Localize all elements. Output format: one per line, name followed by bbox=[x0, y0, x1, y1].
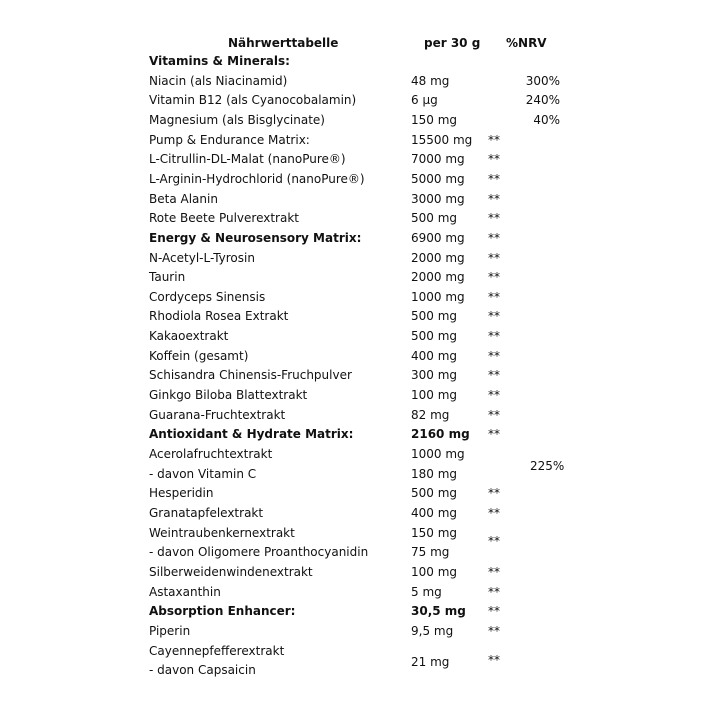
row-amount: 500 mg bbox=[411, 211, 458, 226]
row-name: L-Citrullin-DL-Malat (nanoPure®) bbox=[149, 152, 346, 167]
row-stars: ** bbox=[488, 171, 500, 186]
table-row bbox=[0, 169, 720, 189]
row-amount: 500 mg bbox=[411, 329, 458, 344]
table-row bbox=[0, 582, 720, 602]
row-name: Acerolafruchtextrakt bbox=[149, 447, 273, 461]
row-name: Magnesium (als Bisglycinate) bbox=[149, 112, 325, 127]
row-amount: 100 mg bbox=[411, 388, 458, 403]
row-amount: 180 mg bbox=[411, 466, 458, 481]
table-row bbox=[0, 326, 720, 346]
row-stars: ** bbox=[488, 289, 500, 304]
row-amount: 400 mg bbox=[411, 348, 458, 363]
row-amount: 300 mg bbox=[411, 368, 458, 383]
row-name: Cayennepfefferextrakt bbox=[149, 643, 285, 658]
row-stars: ** bbox=[488, 427, 500, 442]
row-stars: ** bbox=[488, 132, 500, 147]
row-amount: 75 mg bbox=[411, 545, 450, 560]
table-row bbox=[0, 562, 720, 582]
row-amount: 15500 mg bbox=[411, 132, 473, 147]
row-name: Vitamin B12 (als Cyanocobalamin) bbox=[149, 93, 357, 108]
table-row bbox=[0, 189, 720, 209]
row-nrv: 300% bbox=[525, 73, 560, 88]
row-name: Guarana-Fruchtextrakt bbox=[149, 407, 286, 422]
row-amount: 30,5 mg bbox=[411, 604, 466, 619]
table-row bbox=[0, 483, 720, 503]
table-row bbox=[0, 130, 720, 150]
header-amount: per 30 g bbox=[424, 36, 481, 50]
table-row bbox=[0, 444, 720, 464]
row-amount: 5000 mg bbox=[411, 171, 465, 186]
row-name: - davon Oligomere Proanthocyanidin bbox=[149, 545, 369, 560]
table-row bbox=[0, 464, 720, 484]
row-nrv: 240% bbox=[525, 93, 560, 108]
row-amount: 2000 mg bbox=[411, 270, 465, 285]
row-name: Piperin bbox=[149, 623, 191, 638]
row-stars: ** bbox=[488, 564, 500, 579]
table-row bbox=[0, 641, 720, 661]
row-stars: ** bbox=[488, 211, 500, 226]
row-amount: 3000 mg bbox=[411, 191, 465, 206]
row-name: Schisandra Chinensis-Fruchpulver bbox=[149, 368, 352, 383]
row-stars: ** bbox=[488, 230, 500, 245]
row-stars: ** bbox=[488, 623, 500, 638]
row-name: Vitamins & Minerals: bbox=[149, 54, 290, 68]
table-row bbox=[0, 424, 720, 444]
table-row bbox=[0, 601, 720, 621]
table-row bbox=[0, 248, 720, 268]
row-amount: 100 mg bbox=[411, 564, 458, 579]
row-name: - davon Capsaicin bbox=[149, 663, 256, 678]
row-amount: 6 µg bbox=[411, 93, 438, 108]
table-row bbox=[0, 267, 720, 287]
row-amount: 500 mg bbox=[411, 309, 458, 324]
row-name: N-Acetyl-L-Tyrosin bbox=[149, 250, 255, 265]
header-name: Nährwerttabelle bbox=[228, 36, 339, 50]
row-stars: ** bbox=[488, 348, 500, 363]
row-name: Taurin bbox=[149, 270, 186, 285]
table-row bbox=[0, 71, 720, 91]
table-row bbox=[0, 208, 720, 228]
row-amount: 150 mg bbox=[411, 112, 458, 127]
table-row bbox=[0, 365, 720, 385]
row-stars: ** bbox=[488, 191, 500, 206]
row-amount: 1000 mg bbox=[411, 289, 465, 304]
weintrauben-stars: ** bbox=[488, 534, 500, 548]
row-stars: ** bbox=[488, 604, 500, 619]
row-amount: 48 mg bbox=[411, 73, 450, 88]
row-nrv: 40% bbox=[533, 112, 560, 127]
row-name: L-Arginin-Hydrochlorid (nanoPure®) bbox=[149, 171, 365, 186]
row-name: Ginkgo Biloba Blattextrakt bbox=[149, 388, 308, 403]
row-stars: ** bbox=[488, 505, 500, 520]
row-stars: ** bbox=[488, 152, 500, 167]
cayenne-amount: 21 mg bbox=[411, 655, 450, 669]
row-name: Koffein (gesamt) bbox=[149, 348, 249, 363]
row-amount: 5 mg bbox=[411, 584, 442, 599]
row-amount: 82 mg bbox=[411, 407, 450, 422]
table-row bbox=[0, 51, 720, 71]
row-amount: 7000 mg bbox=[411, 152, 465, 167]
row-stars: ** bbox=[488, 270, 500, 285]
row-stars: ** bbox=[488, 250, 500, 265]
row-amount: 2160 mg bbox=[411, 427, 470, 442]
vitamin-c-nrv: 225% bbox=[530, 459, 565, 473]
table-row bbox=[0, 503, 720, 523]
row-name: Beta Alanin bbox=[149, 191, 218, 206]
table-row bbox=[0, 542, 720, 562]
row-stars: ** bbox=[488, 407, 500, 422]
table-row bbox=[0, 405, 720, 425]
row-stars: ** bbox=[488, 368, 500, 383]
row-name: Antioxidant & Hydrate Matrix: bbox=[149, 427, 354, 442]
row-amount: 9,5 mg bbox=[411, 623, 454, 638]
table-row bbox=[0, 110, 720, 130]
row-name: Pump & Endurance Matrix: bbox=[149, 132, 310, 147]
table-row bbox=[0, 90, 720, 110]
row-amount: 1000 mg bbox=[411, 447, 465, 461]
table-row bbox=[0, 228, 720, 248]
header-nrv: %NRV bbox=[506, 36, 547, 50]
row-name: Weintraubenkernextrakt bbox=[149, 525, 295, 540]
row-stars: ** bbox=[488, 486, 500, 501]
row-amount: 500 mg bbox=[411, 486, 458, 501]
row-name: Niacin (als Niacinamid) bbox=[149, 73, 288, 88]
row-amount: 2000 mg bbox=[411, 250, 465, 265]
row-stars: ** bbox=[488, 388, 500, 403]
row-name: Granatapfelextrakt bbox=[149, 505, 264, 520]
row-name: Absorption Enhancer: bbox=[149, 604, 296, 619]
row-name: Rote Beete Pulverextrakt bbox=[149, 211, 299, 226]
table-row bbox=[0, 287, 720, 307]
row-stars: ** bbox=[488, 309, 500, 324]
row-name: Rhodiola Rosea Extrakt bbox=[149, 309, 289, 324]
row-name: Astaxanthin bbox=[149, 584, 221, 599]
table-row bbox=[0, 621, 720, 641]
row-stars: ** bbox=[488, 329, 500, 344]
row-amount: 150 mg bbox=[411, 525, 458, 540]
row-amount: 6900 mg bbox=[411, 230, 465, 245]
row-name: Cordyceps Sinensis bbox=[149, 289, 266, 304]
table-row bbox=[0, 306, 720, 326]
table-row bbox=[0, 385, 720, 405]
row-name: - davon Vitamin C bbox=[149, 466, 257, 481]
row-name: Kakaoextrakt bbox=[149, 329, 229, 344]
table-row bbox=[0, 149, 720, 169]
cayenne-stars: ** bbox=[488, 653, 500, 667]
table-row bbox=[0, 346, 720, 366]
row-amount: 400 mg bbox=[411, 505, 458, 520]
row-name: Silberweidenwindenextrakt bbox=[149, 564, 313, 579]
row-name: Energy & Neurosensory Matrix: bbox=[149, 230, 362, 245]
table-row bbox=[0, 523, 720, 543]
table-row bbox=[0, 660, 720, 680]
row-name: Hesperidin bbox=[149, 486, 214, 501]
row-stars: ** bbox=[488, 584, 500, 599]
